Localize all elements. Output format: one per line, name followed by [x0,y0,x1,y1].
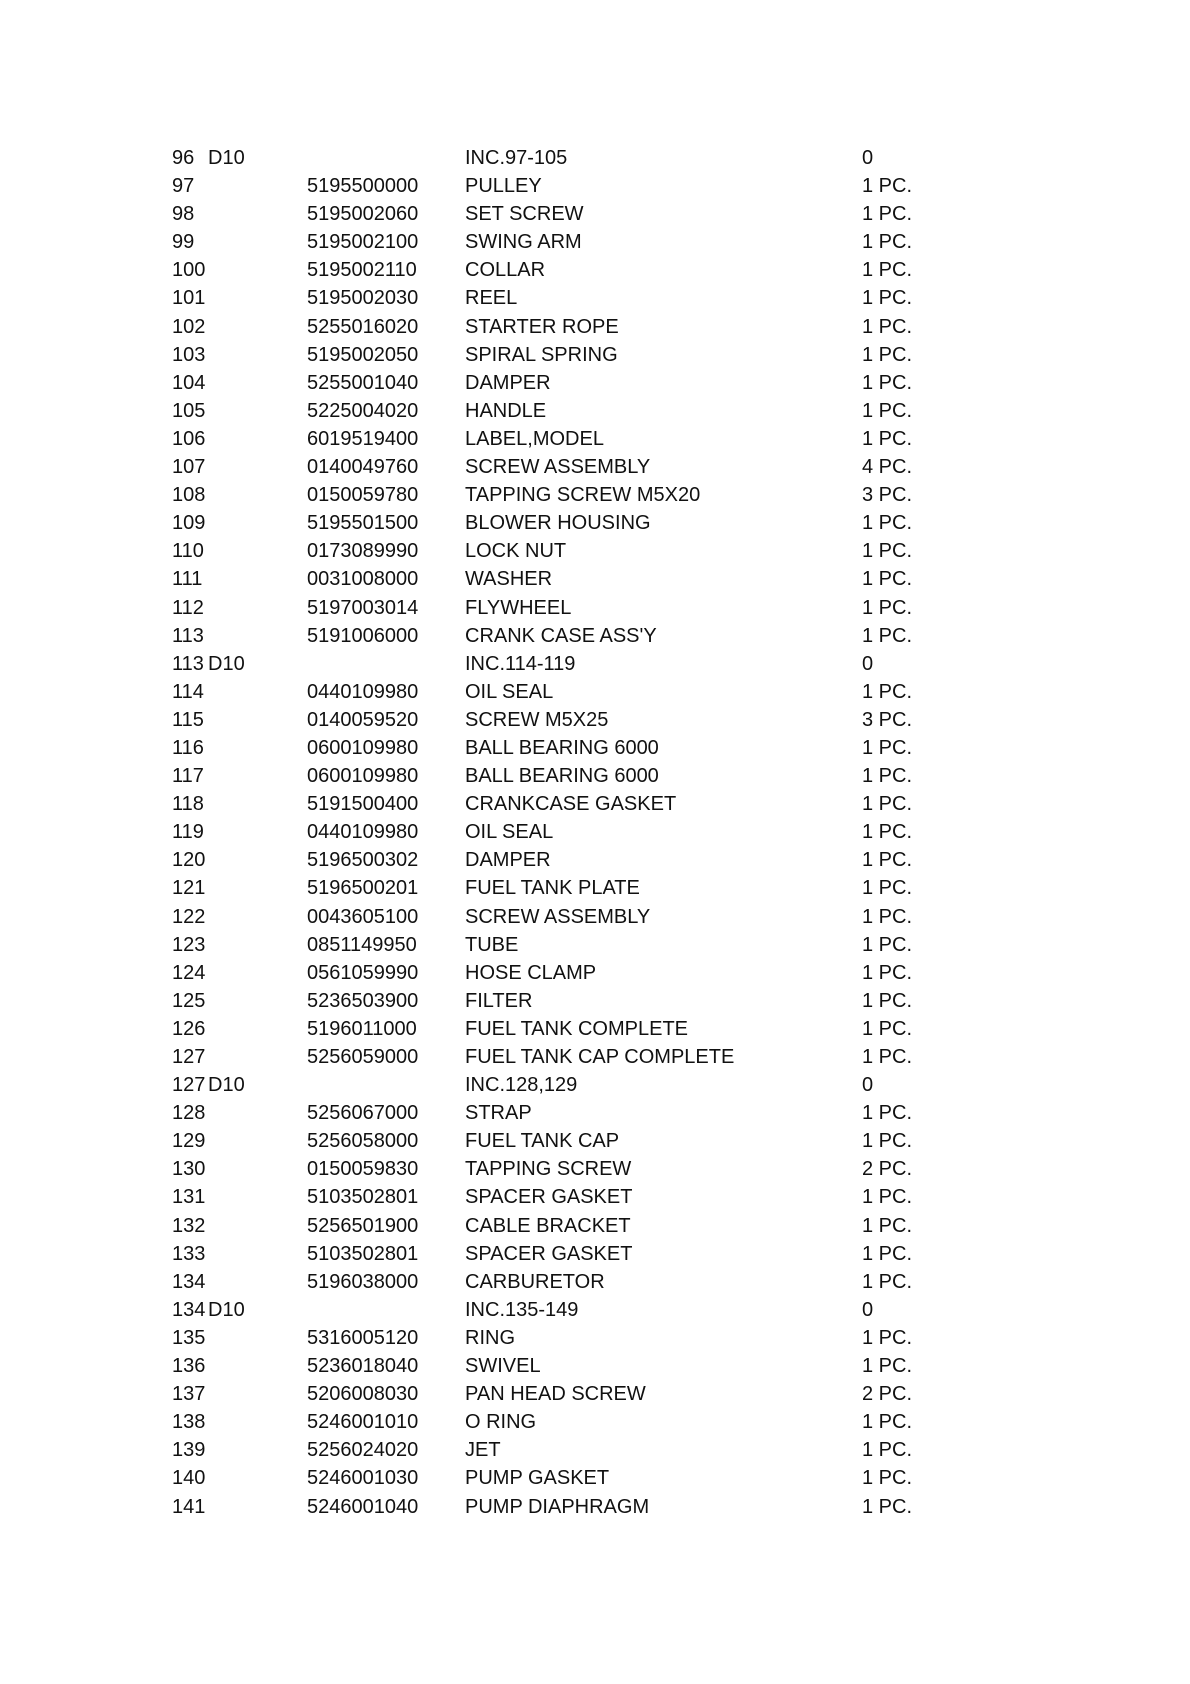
part-quantity: 1 PC. [862,849,913,872]
item-number: 126 [172,1017,206,1040]
item-number: 115 [172,708,204,731]
part-description: SPACER GASKET [465,1186,633,1209]
parts-row [0,200,1190,228]
parts-row [0,1212,1190,1240]
part-description: O RING [465,1411,537,1434]
part-quantity: 1 PC. [862,1411,913,1434]
parts-row [0,1127,1190,1155]
item-number: 125 [172,989,206,1012]
parts-row [0,1408,1190,1436]
item-number: 116 [172,736,204,759]
parts-row [0,313,1190,341]
item-number: 97 [172,175,195,198]
part-number: 0600109980 [307,736,419,759]
parts-row [0,565,1190,593]
item-number: 104 [172,371,206,394]
parts-row [0,650,1190,678]
item-number: 121 [172,877,206,900]
part-quantity: 1 PC. [862,961,913,984]
item-number: 128 [172,1102,206,1125]
part-quantity: 0 [862,147,874,169]
part-quantity: 2 PC. [862,1383,913,1406]
item-number: 133 [172,1242,206,1265]
part-quantity: 1 PC. [862,427,913,450]
item-number: 101 [172,287,206,310]
part-quantity: 1 PC. [862,1467,913,1490]
part-number: 5191500400 [307,793,419,816]
item-code: D10 [208,652,245,675]
part-description: SWING ARM [465,231,582,254]
parts-row [0,453,1190,481]
parts-row [0,594,1190,622]
part-description: CRANK CASE ASS'Y [465,624,657,647]
item-number: 117 [172,765,204,788]
part-description: TUBE [465,933,519,956]
item-number: 98 [172,203,195,226]
part-quantity: 1 PC. [862,1214,913,1237]
part-quantity: 1 PC. [862,1270,913,1293]
item-number: 113 [172,652,204,675]
part-quantity: 3 PC. [862,708,913,731]
part-quantity: 1 PC. [862,315,913,338]
part-description: FUEL TANK COMPLETE [465,1017,689,1040]
part-number: 6019519400 [307,427,419,450]
part-description: TAPPING SCREW [465,1158,632,1181]
part-description: SPACER GASKET [465,1242,633,1265]
item-number: 135 [172,1326,206,1349]
item-number: 119 [172,821,204,844]
part-number: 5195002030 [307,287,419,310]
part-description: INC.135-149 [465,1298,579,1321]
item-number: 120 [172,849,206,872]
part-description: CABLE BRACKET [465,1214,631,1237]
part-description: INC.114-119 [465,652,576,675]
item-number: 122 [172,905,206,928]
part-number: 5206008030 [307,1383,419,1406]
part-quantity: 0 [862,652,874,675]
part-quantity: 4 PC. [862,456,913,479]
part-description: INC.128,129 [465,1074,578,1097]
parts-row [0,172,1190,200]
item-number: 137 [172,1383,206,1406]
part-description: BALL BEARING 6000 [465,765,659,788]
item-number: 123 [172,933,206,956]
part-description: WASHER [465,568,553,591]
part-quantity: 1 PC. [862,343,913,366]
part-number: 5196500302 [307,849,419,872]
part-description: TAPPING SCREW M5X20 [465,484,701,507]
part-number: 5246001030 [307,1467,419,1490]
part-number: 0440109980 [307,821,419,844]
part-number: 5256501900 [307,1214,419,1237]
item-number: 108 [172,484,206,507]
part-number: 0561059990 [307,961,419,984]
parts-row [0,1099,1190,1127]
part-quantity: 1 PC. [862,905,913,928]
part-quantity: 1 PC. [862,1439,913,1462]
part-number: 0043605100 [307,905,419,928]
part-description: BALL BEARING 6000 [465,736,659,759]
part-description: SCREW ASSEMBLY [465,905,651,928]
item-number: 138 [172,1411,206,1434]
item-number: 109 [172,512,206,535]
part-quantity: 1 PC. [862,568,913,591]
part-quantity: 1 PC. [862,680,913,703]
part-description: DAMPER [465,849,551,872]
part-number: 5316005120 [307,1326,419,1349]
parts-row [0,790,1190,818]
parts-row [0,1380,1190,1408]
parts-row [0,903,1190,931]
item-code: D10 [208,147,245,169]
parts-row [0,1324,1190,1352]
part-quantity: 1 PC. [862,596,913,619]
item-number: 141 [172,1495,206,1518]
part-description: LABEL,MODEL [465,427,604,450]
part-number: 5255016020 [307,315,419,338]
part-quantity: 1 PC. [862,736,913,759]
parts-row [0,1436,1190,1464]
item-number: 131 [172,1186,206,1209]
item-number: 100 [172,259,206,282]
item-number: 130 [172,1158,206,1181]
parts-row [0,1155,1190,1183]
item-number: 139 [172,1439,206,1462]
part-description: INC.97-105 [465,147,568,169]
parts-row [0,341,1190,369]
item-number: 134 [172,1270,206,1293]
part-number: 5103502801 [307,1186,419,1209]
item-number: 111 [172,568,203,591]
parts-row [0,987,1190,1015]
parts-row [0,678,1190,706]
part-quantity: 1 PC. [862,1017,913,1040]
part-number: 5256058000 [307,1130,419,1153]
part-quantity: 1 PC. [862,1355,913,1378]
parts-row [0,1268,1190,1296]
part-number: 0440109980 [307,680,419,703]
part-number: 5191006000 [307,624,419,647]
part-number: 0150059830 [307,1158,419,1181]
part-description: COLLAR [465,259,546,282]
part-description: STARTER ROPE [465,315,619,338]
item-number: 103 [172,343,206,366]
part-quantity: 1 PC. [862,175,913,198]
parts-row [0,284,1190,312]
part-description: FILTER [465,989,533,1012]
part-description: SCREW ASSEMBLY [465,456,651,479]
part-quantity: 1 PC. [862,821,913,844]
part-description: HANDLE [465,399,547,422]
part-quantity: 1 PC. [862,989,913,1012]
part-number: 5196038000 [307,1270,419,1293]
part-quantity: 1 PC. [862,765,913,788]
part-number: 5195500000 [307,175,419,198]
part-quantity: 1 PC. [862,540,913,563]
part-description: PAN HEAD SCREW [465,1383,646,1406]
part-description: STRAP [465,1102,532,1125]
part-description: FUEL TANK PLATE [465,877,640,900]
item-code: D10 [208,1298,245,1321]
parts-row [0,846,1190,874]
part-description: CRANKCASE GASKET [465,793,677,816]
parts-row [0,1183,1190,1211]
part-description: BLOWER HOUSING [465,512,651,535]
part-number: 5195002060 [307,203,419,226]
part-quantity: 2 PC. [862,1158,913,1181]
part-description: CARBURETOR [465,1270,605,1293]
part-number: 5196500201 [307,877,419,900]
parts-row [0,818,1190,846]
parts-row [0,931,1190,959]
item-number: 140 [172,1467,206,1490]
item-number: 99 [172,231,195,254]
part-number: 0851149950 [307,933,417,956]
item-number: 136 [172,1355,206,1378]
parts-row [0,397,1190,425]
parts-row [0,425,1190,453]
parts-row [0,1015,1190,1043]
part-quantity: 1 PC. [862,371,913,394]
part-number: 5196011000 [307,1017,417,1040]
part-quantity: 1 PC. [862,259,913,282]
part-quantity: 1 PC. [862,1495,913,1518]
parts-row [0,959,1190,987]
part-number: 5256059000 [307,1046,419,1068]
item-number: 114 [172,680,204,703]
parts-row [0,734,1190,762]
part-quantity: 1 PC. [862,1046,913,1068]
part-quantity: 1 PC. [862,512,913,535]
part-quantity: 1 PC. [862,1186,913,1209]
item-number: 105 [172,399,206,422]
item-number: 127 [172,1074,206,1097]
part-number: 0173089990 [307,540,419,563]
parts-row [0,369,1190,397]
part-quantity: 0 [862,1298,874,1321]
part-number: 0140049760 [307,456,419,479]
part-description: SET SCREW [465,203,584,226]
part-description: OIL SEAL [465,821,554,844]
item-number: 127 [172,1046,206,1068]
parts-row [0,1043,1190,1071]
part-quantity: 1 PC. [862,1130,913,1153]
part-quantity: 1 PC. [862,933,913,956]
part-number: 5246001040 [307,1495,419,1518]
item-number: 102 [172,315,206,338]
parts-row [0,1493,1190,1521]
part-number: 0150059780 [307,484,419,507]
part-number: 5256024020 [307,1439,419,1462]
part-number: 5255001040 [307,371,419,394]
parts-row [0,762,1190,790]
part-number: 5197003014 [307,596,419,619]
item-number: 113 [172,624,204,647]
parts-row [0,706,1190,734]
part-number: 5195501500 [307,512,419,535]
part-number: 5195002110 [307,259,417,282]
item-number: 112 [172,596,204,619]
part-number: 5236503900 [307,989,419,1012]
part-description: FLYWHEEL [465,596,572,619]
parts-row [0,1464,1190,1492]
part-description: FUEL TANK CAP [465,1130,620,1153]
part-description: FUEL TANK CAP COMPLETE [465,1046,735,1068]
parts-row [0,1240,1190,1268]
item-number: 118 [172,793,204,816]
parts-row [0,1071,1190,1099]
part-number: 5225004020 [307,399,419,422]
item-number: 96 [172,147,195,169]
part-number: 0600109980 [307,765,419,788]
part-number: 5103502801 [307,1242,419,1265]
part-quantity: 1 PC. [862,287,913,310]
part-number: 5195002100 [307,231,419,254]
item-number: 106 [172,427,206,450]
part-description: REEL [465,287,518,310]
part-description: HOSE CLAMP [465,961,597,984]
part-quantity: 1 PC. [862,399,913,422]
part-description: DAMPER [465,371,551,394]
part-description: PUMP DIAPHRAGM [465,1495,650,1518]
parts-row [0,1352,1190,1380]
part-quantity: 1 PC. [862,1102,913,1125]
part-quantity: 1 PC. [862,793,913,816]
parts-row [0,1296,1190,1324]
part-number: 5256067000 [307,1102,419,1125]
part-quantity: 1 PC. [862,231,913,254]
item-number: 132 [172,1214,206,1237]
part-description: SPIRAL SPRING [465,343,618,366]
item-number: 129 [172,1130,206,1153]
part-quantity: 1 PC. [862,877,913,900]
parts-row [0,228,1190,256]
parts-row [0,481,1190,509]
part-description: JET [465,1439,501,1462]
item-number: 107 [172,456,206,479]
part-description: RING [465,1326,515,1349]
part-number: 5246001010 [307,1411,419,1434]
part-description: SWIVEL [465,1355,541,1378]
item-number: 124 [172,961,206,984]
parts-row [0,144,1190,172]
part-description: PULLEY [465,175,542,198]
part-description: OIL SEAL [465,680,554,703]
part-quantity: 0 [862,1074,874,1097]
parts-row [0,509,1190,537]
parts-row [0,874,1190,902]
part-description: LOCK NUT [465,540,567,563]
parts-list [0,144,1190,1521]
part-quantity: 1 PC. [862,1326,913,1349]
parts-row [0,256,1190,284]
part-quantity: 3 PC. [862,484,913,507]
part-quantity: 1 PC. [862,1242,913,1265]
parts-row [0,622,1190,650]
parts-row [0,537,1190,565]
part-number: 5236018040 [307,1355,419,1378]
part-description: PUMP GASKET [465,1467,610,1490]
part-quantity: 1 PC. [862,624,913,647]
part-number: 0140059520 [307,708,419,731]
item-number: 134 [172,1298,206,1321]
part-number: 0031008000 [307,568,419,591]
item-code: D10 [208,1074,245,1097]
part-quantity: 1 PC. [862,203,913,226]
part-number: 5195002050 [307,343,419,366]
part-description: SCREW M5X25 [465,708,609,731]
item-number: 110 [172,540,204,563]
